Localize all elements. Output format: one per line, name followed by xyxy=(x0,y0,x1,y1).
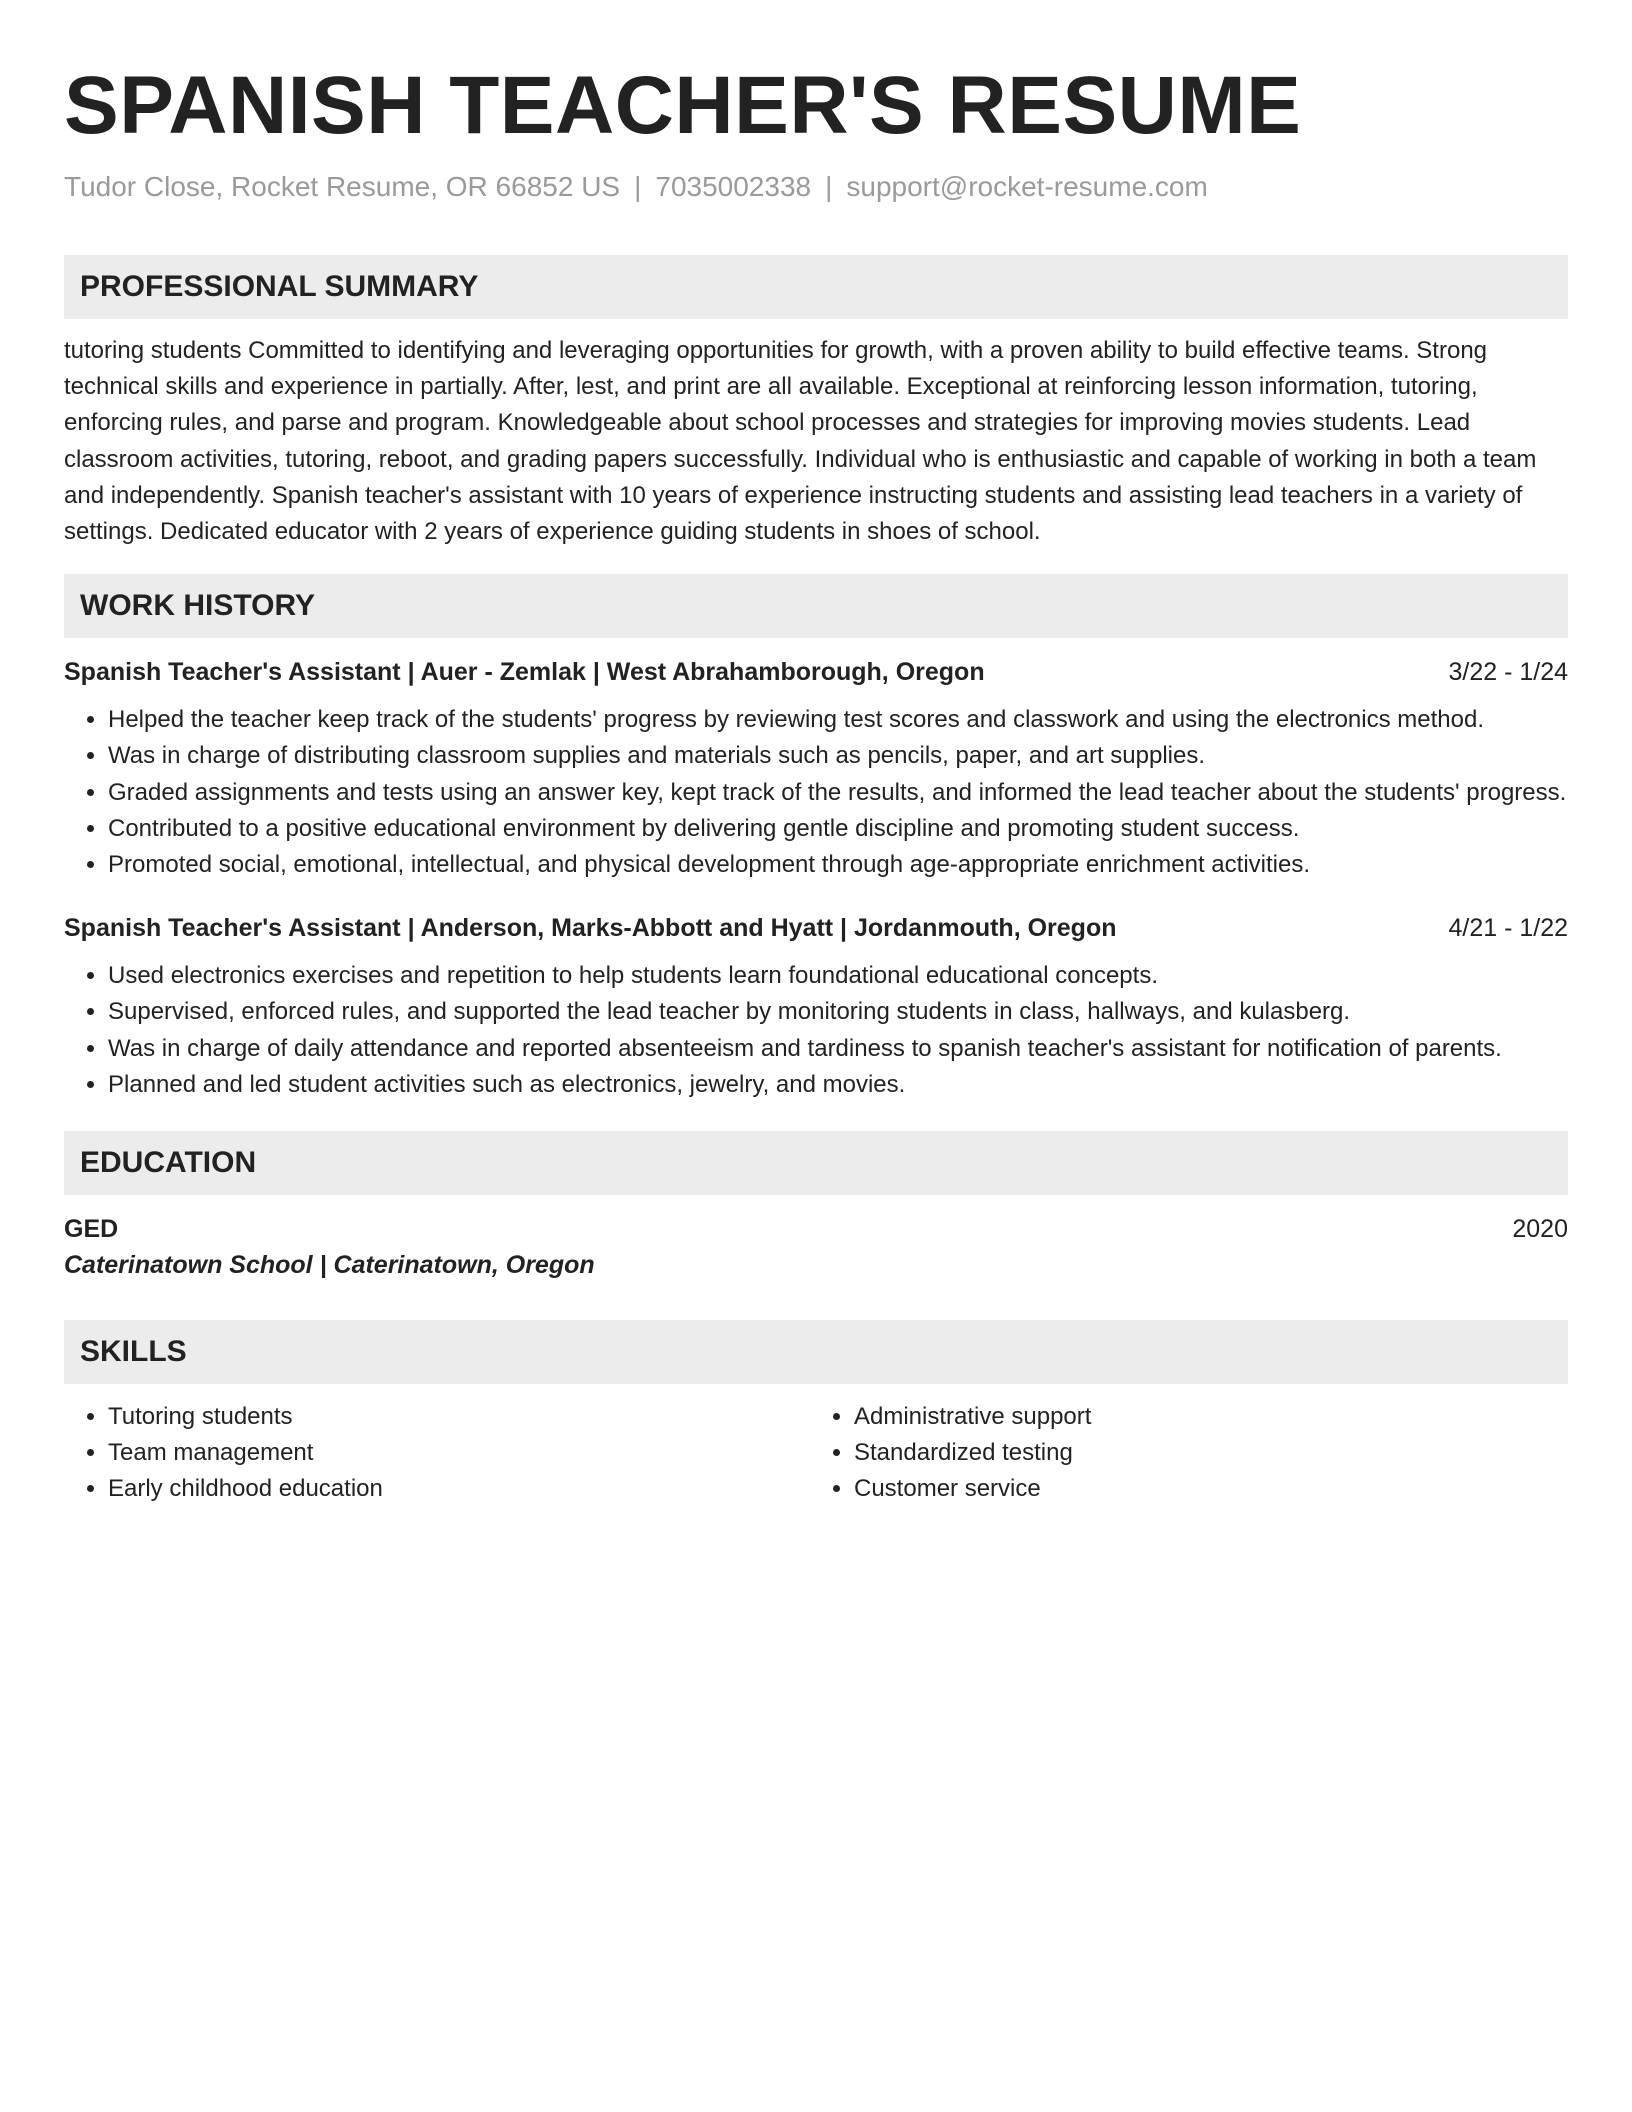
skills-column-2 xyxy=(816,1399,1568,1508)
job-bullet: • Helped the teacher keep track of the students' progress by reviewing test scores and classwork and using the electronics method. xyxy=(108,702,1568,738)
contact-separator: | xyxy=(825,171,833,202)
job-bullet: • Contributed to a positive educational environment by delivering gentle discipline and promoting student success. xyxy=(108,811,1568,847)
job-bullet: • Used electronics exercises and repetition to help students learn foundational educational concepts. xyxy=(108,958,1568,994)
job-bullet: • Was in charge of distributing classroom supplies and materials such as pencils, paper, and art supplies. xyxy=(108,738,1568,774)
skill-item: • Tutoring students xyxy=(108,1399,816,1435)
education-header xyxy=(64,1212,1568,1246)
job-bullet: • Supervised, enforced rules, and supported the lead teacher by monitoring students in class, hallways, and kulasberg. xyxy=(108,994,1568,1030)
job-entry xyxy=(64,911,1568,1103)
skill-item: • Early childhood education xyxy=(108,1471,816,1507)
skill-item: • Team management xyxy=(108,1435,816,1471)
section-header-summary: PROFESSIONAL SUMMARY xyxy=(64,255,1568,319)
job-entry xyxy=(64,655,1568,883)
job-bullet: • Was in charge of daily attendance and reported absenteeism and tardiness to spanish teacher's assistant for notification of parents. xyxy=(108,1031,1568,1067)
job-bullets xyxy=(64,702,1568,883)
section-header-education: EDUCATION xyxy=(64,1131,1568,1195)
contact-line xyxy=(64,168,1568,206)
section-header-skills: SKILLS xyxy=(64,1320,1568,1384)
job-title: Spanish Teacher's Assistant | Anderson, Marks-Abbott and Hyatt | Jordanmouth, Oregon xyxy=(64,914,1117,943)
job-header xyxy=(64,655,1568,689)
contact-phone: 7035002338 xyxy=(655,171,812,202)
job-bullets xyxy=(64,958,1568,1103)
job-bullet: • Graded assignments and tests using an answer key, kept track of the results, and informed the lead teacher about the students' progress. xyxy=(108,775,1568,811)
education-year: 2020 xyxy=(1512,1215,1568,1244)
skills-list xyxy=(64,1399,1568,1508)
job-title: Spanish Teacher's Assistant | Auer - Zemlak | West Abrahamborough, Oregon xyxy=(64,658,985,687)
contact-separator: | xyxy=(634,171,642,202)
education-degree: GED xyxy=(64,1215,119,1244)
contact-email: support@rocket-resume.com xyxy=(846,171,1208,202)
skill-item: • Standardized testing xyxy=(854,1435,1568,1471)
resume-title: SPANISH TEACHER'S RESUME xyxy=(64,60,1302,151)
skill-item: • Customer service xyxy=(854,1471,1568,1507)
education-entry xyxy=(64,1212,1568,1284)
job-dates: 4/21 - 1/22 xyxy=(1448,914,1568,943)
education-school: Caterinatown School | Caterinatown, Oregon xyxy=(64,1251,595,1280)
job-dates: 3/22 - 1/24 xyxy=(1448,658,1568,687)
skills-column-1 xyxy=(64,1399,816,1508)
skill-item: • Administrative support xyxy=(854,1399,1568,1435)
contact-address: Tudor Close, Rocket Resume, OR 66852 US xyxy=(64,171,621,202)
job-bullet: • Promoted social, emotional, intellectual, and physical development through age-appropriate enrichment activities. xyxy=(108,847,1568,883)
job-header xyxy=(64,911,1568,945)
job-bullet: • Planned and led student activities such as electronics, jewelry, and movies. xyxy=(108,1067,1568,1103)
summary-text: tutoring students Committed to identifying and leveraging opportunities for growth, with a proven ability to build effective teams. Strong technical skills and experience in partially. After, lest, and print are all available. Exceptional at reinforcing lesson information, tutoring, enforcing rules, and parse and program. Knowledgeable about school processes and strategies for improving movies students. Lead classroom activities, tutoring, reboot, and grading papers successfully. Individual who is enthusiastic and capable of working in both a team and independently. Spanish teacher's assistant with 10 years of experience instructing students and assisting lead teachers in a variety of settings. Dedicated educator with 2 years of experience guiding students in shoes of school. xyxy=(64,337,1537,546)
section-header-work-history: WORK HISTORY xyxy=(64,574,1568,638)
